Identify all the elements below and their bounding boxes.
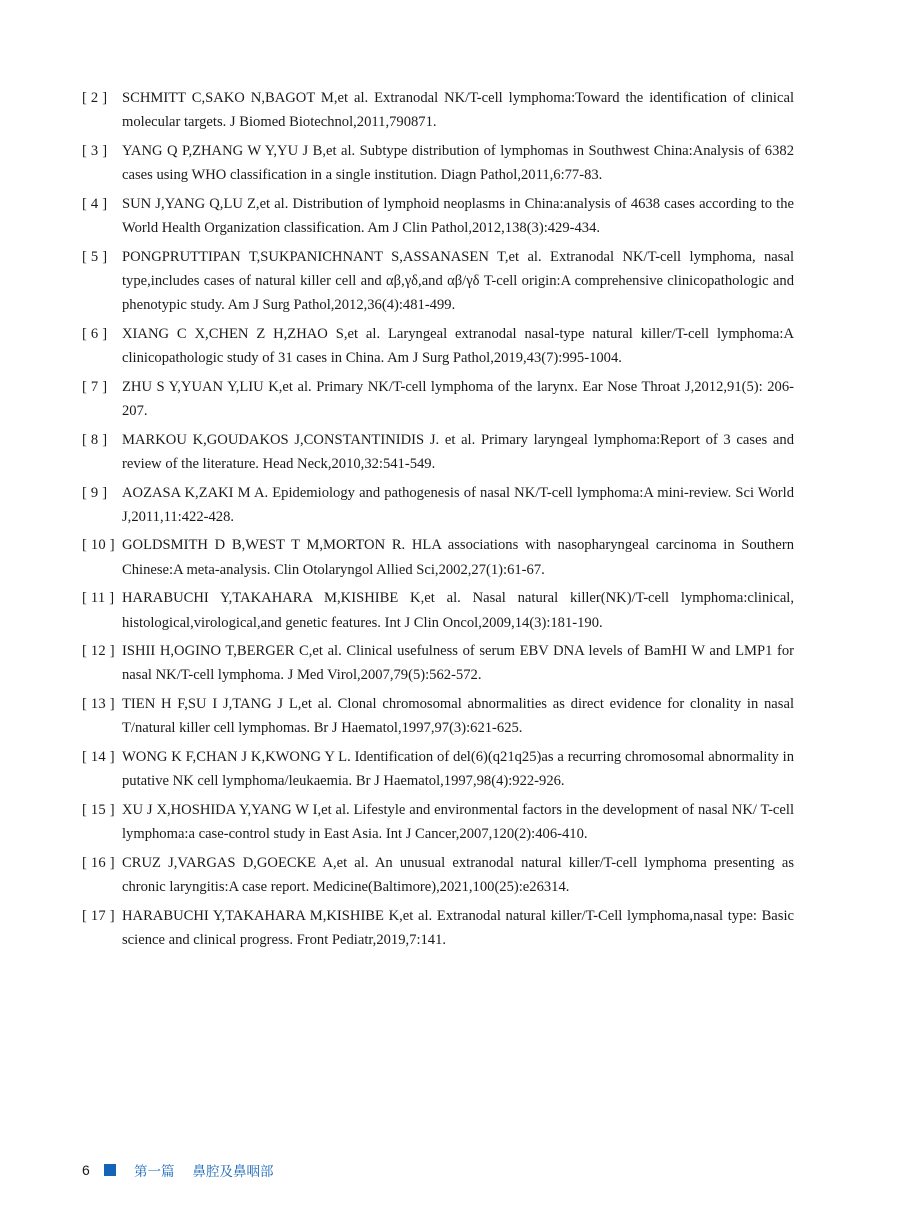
reference-text: CRUZ J,VARGAS D,GOECKE A,et al. An unusual extranodal natural killer/T-cell lymphoma presenting as chronic laryngitis:A case report. Medicine(Baltimore),2021,100(25):e26314. xyxy=(122,854,794,896)
reference-item xyxy=(82,798,794,846)
reference-item xyxy=(82,86,794,134)
reference-text: SCHMITT C,SAKO N,BAGOT M,et al. Extranodal NK/T-cell lymphoma:Toward the identification of clinical molecular targets. J Biomed Biotechnol,2011,790871. xyxy=(122,90,794,131)
reference-item xyxy=(82,428,794,476)
reference-item xyxy=(82,533,794,581)
reference-number: [ 6 ] xyxy=(82,325,108,342)
reference-item xyxy=(82,904,794,952)
reference-item xyxy=(82,586,794,634)
reference-item xyxy=(82,139,794,187)
reference-text: HARABUCHI Y,TAKAHARA M,KISHIBE K,et al. Extranodal natural killer/T-Cell lymphoma,nasal type: Basic science and clinical progress. Front Pediatr,2019,7:141. xyxy=(122,907,794,948)
page-number: 6 xyxy=(82,1162,90,1178)
reference-list xyxy=(82,86,794,957)
reference-text: PONGPRUTTIPAN T,SUKPANICHNANT S,ASSANASEN T,et al. Extranodal NK/T-cell lymphoma, nasal type,includes cases of natural killer cell and αβ,γδ,and αβ/γδ T-cell origin:A comprehensive clinicopathologic and phenotypic study. Am J Surg Pathol,2012,36(4):481-499. xyxy=(122,248,794,314)
reference-item xyxy=(82,192,794,240)
reference-text: ISHII H,OGINO T,BERGER C,et al. Clinical usefulness of serum EBV DNA levels of BamHI W and LMP1 for nasal NK/T-cell lymphoma. J Med Virol,2007,79(5):562-572. xyxy=(122,643,794,684)
reference-item xyxy=(82,639,794,687)
reference-number: [ 17 ] xyxy=(82,907,115,924)
reference-number: [ 9 ] xyxy=(82,484,108,501)
reference-item xyxy=(82,481,794,529)
square-icon xyxy=(104,1164,116,1176)
reference-text: ZHU S Y,YUAN Y,LIU K,et al. Primary NK/T-cell lymphoma of the larynx. Ear Nose Throat J,2012,91(5): 206-207. xyxy=(122,378,794,419)
reference-text: YANG Q P,ZHANG W Y,YU J B,et al. Subtype distribution of lymphomas in Southwest China:Analysis of 6382 cases using WHO classification in a single institution. Diagn Pathol,2011,6:77-83. xyxy=(122,142,794,184)
section-label: 鼻腔及鼻咽部 xyxy=(192,1164,274,1180)
reference-text: XIANG C X,CHEN Z H,ZHAO S,et al. Laryngeal extranodal nasal-type natural killer/T-cell lymphoma:A clinicopathologic study of 31 cases in China. Am J Surg Pathol,2019,43(7):995-1004. xyxy=(122,325,794,367)
chapter-label: 第一篇 xyxy=(134,1164,175,1180)
reference-number: [ 2 ] xyxy=(82,90,108,106)
reference-text: AOZASA K,ZAKI M A. Epidemiology and pathogenesis of nasal NK/T-cell lymphoma:A mini-review. Sci World J,2011,11:422-428. xyxy=(122,484,794,525)
reference-number: [ 8 ] xyxy=(82,431,108,448)
reference-item xyxy=(82,851,794,899)
reference-text: MARKOU K,GOUDAKOS J,CONSTANTINIDIS J. et al. Primary laryngeal lymphoma:Report of 3 cases and review of the literature. Head Neck,2010,32:541-549. xyxy=(122,431,794,472)
reference-text: WONG K F,CHAN J K,KWONG Y L. Identification of del(6)(q21q25)as a recurring chromosomal abnormality in putative NK cell lymphoma/leukaemia. Br J Haematol,1997,98(4):922-926. xyxy=(122,749,794,790)
reference-number: [ 13 ] xyxy=(82,696,115,713)
reference-number: [ 4 ] xyxy=(82,195,108,212)
reference-number: [ 3 ] xyxy=(82,142,108,159)
reference-text: SUN J,YANG Q,LU Z,et al. Distribution of lymphoid neoplasms in China:analysis of 4638 cases according to the World Health Organization classification. Am J Clin Pathol,2012,138(3):429-434. xyxy=(122,195,794,237)
reference-number: [ 12 ] xyxy=(82,643,115,660)
reference-number: [ 15 ] xyxy=(82,801,115,818)
reference-text: HARABUCHI Y,TAKAHARA M,KISHIBE K,et al. Nasal natural killer(NK)/T-cell lymphoma:clinical, histological,virological,and genetic features. Int J Clin Oncol,2009,14(3):181-190. xyxy=(122,590,794,631)
reference-number: [ 14 ] xyxy=(82,749,115,766)
reference-item xyxy=(82,375,794,423)
reference-item xyxy=(82,745,794,793)
reference-text: GOLDSMITH D B,WEST T M,MORTON R. HLA associations with nasopharyngeal carcinoma in Southern Chinese:A meta-analysis. Clin Otolaryngol Allied Sci,2002,27(1):61-67. xyxy=(122,537,794,578)
reference-number: [ 16 ] xyxy=(82,854,115,871)
page-footer xyxy=(82,1160,274,1180)
reference-number: [ 11 ] xyxy=(82,590,115,607)
reference-item xyxy=(82,692,794,740)
reference-number: [ 10 ] xyxy=(82,537,115,554)
reference-item xyxy=(82,245,794,318)
reference-number: [ 5 ] xyxy=(82,248,108,265)
reference-text: XU J X,HOSHIDA Y,YANG W I,et al. Lifestyle and environmental factors in the development of nasal NK/ T-cell lymphoma:a case-control study in East Asia. Int J Cancer,2007,120(2):406-410. xyxy=(122,801,794,843)
reference-number: [ 7 ] xyxy=(82,378,108,395)
reference-text: TIEN H F,SU I J,TANG J L,et al. Clonal chromosomal abnormalities as direct evidence for clonality in nasal T/natural killer cell lymphomas. Br J Haematol,1997,97(3):621-625. xyxy=(122,696,794,737)
reference-item xyxy=(82,322,794,370)
